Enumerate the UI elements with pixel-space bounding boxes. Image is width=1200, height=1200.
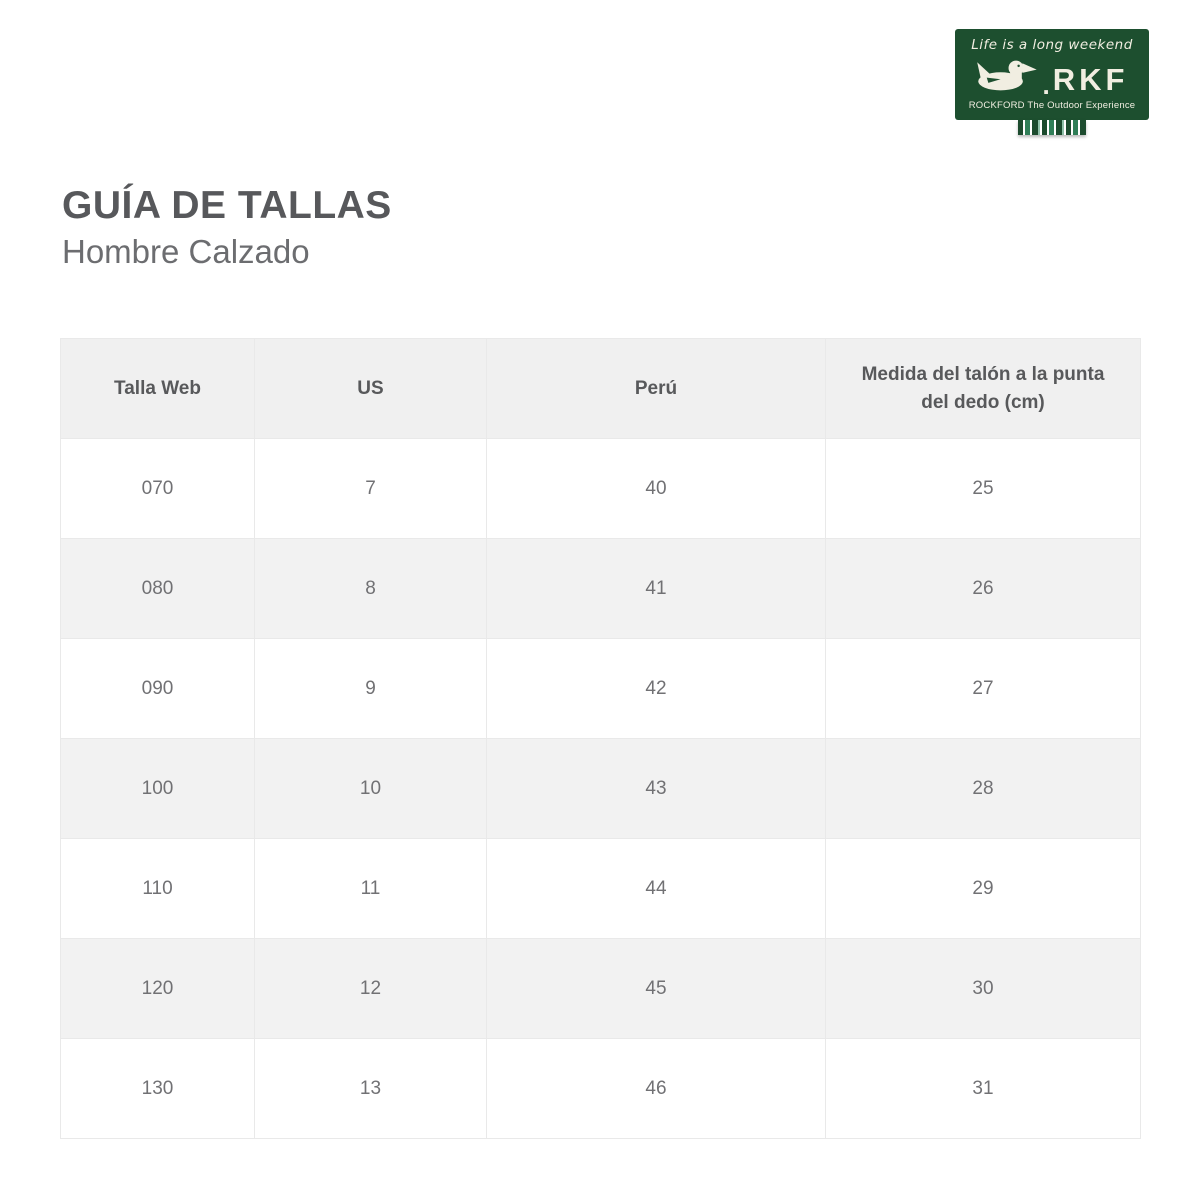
logo-box	[955, 29, 1149, 120]
cell-talla-web: 110	[61, 839, 255, 939]
cell-us: 13	[255, 1039, 487, 1139]
cell-us: 11	[255, 839, 487, 939]
table-row	[61, 539, 1141, 639]
table-row	[61, 839, 1141, 939]
logo-row	[976, 59, 1129, 101]
cell-peru: 44	[487, 839, 826, 939]
page-title: GUÍA DE TALLAS	[62, 184, 392, 227]
cell-us: 7	[255, 439, 487, 539]
cell-talla-web: 120	[61, 939, 255, 1039]
table-row	[61, 1039, 1141, 1139]
cell-us: 10	[255, 739, 487, 839]
cell-peru: 40	[487, 439, 826, 539]
brand-ribbon	[1018, 120, 1086, 135]
cell-us: 8	[255, 539, 487, 639]
col-header-talla-web: Talla Web	[61, 339, 255, 439]
logo-tagline: Life is a long weekend	[971, 37, 1133, 53]
duck-icon	[976, 59, 1040, 93]
cell-peru: 46	[487, 1039, 826, 1139]
cell-talla-web: 080	[61, 539, 255, 639]
cell-peru: 41	[487, 539, 826, 639]
title-block	[62, 186, 392, 268]
table-header-row	[61, 339, 1141, 439]
brand-logo	[955, 29, 1149, 135]
table-row	[61, 639, 1141, 739]
col-header-medida: Medida del talón a la punta del dedo (cm)	[826, 339, 1141, 439]
cell-medida: 27	[826, 639, 1141, 739]
col-header-us: US	[255, 339, 487, 439]
cell-medida: 31	[826, 1039, 1141, 1139]
cell-medida: 25	[826, 439, 1141, 539]
logo-period: .	[1042, 70, 1050, 101]
cell-peru: 43	[487, 739, 826, 839]
cell-talla-web: 070	[61, 439, 255, 539]
cell-us: 12	[255, 939, 487, 1039]
table-row	[61, 739, 1141, 839]
col-header-peru: Perú	[487, 339, 826, 439]
cell-us: 9	[255, 639, 487, 739]
cell-talla-web: 130	[61, 1039, 255, 1139]
size-table-head	[61, 339, 1141, 439]
cell-medida: 28	[826, 739, 1141, 839]
cell-medida: 29	[826, 839, 1141, 939]
cell-peru: 42	[487, 639, 826, 739]
cell-talla-web: 090	[61, 639, 255, 739]
table-row	[61, 939, 1141, 1039]
page-subtitle: Hombre Calzado	[62, 233, 310, 270]
table-row	[61, 439, 1141, 539]
brand-text: RKF	[1052, 62, 1129, 98]
size-table	[60, 338, 1141, 1139]
cell-talla-web: 100	[61, 739, 255, 839]
cell-medida: 30	[826, 939, 1141, 1039]
logo-subtitle: ROCKFORD The Outdoor Experience	[968, 100, 1136, 111]
cell-medida: 26	[826, 539, 1141, 639]
size-table-body	[61, 439, 1141, 1139]
cell-peru: 45	[487, 939, 826, 1039]
